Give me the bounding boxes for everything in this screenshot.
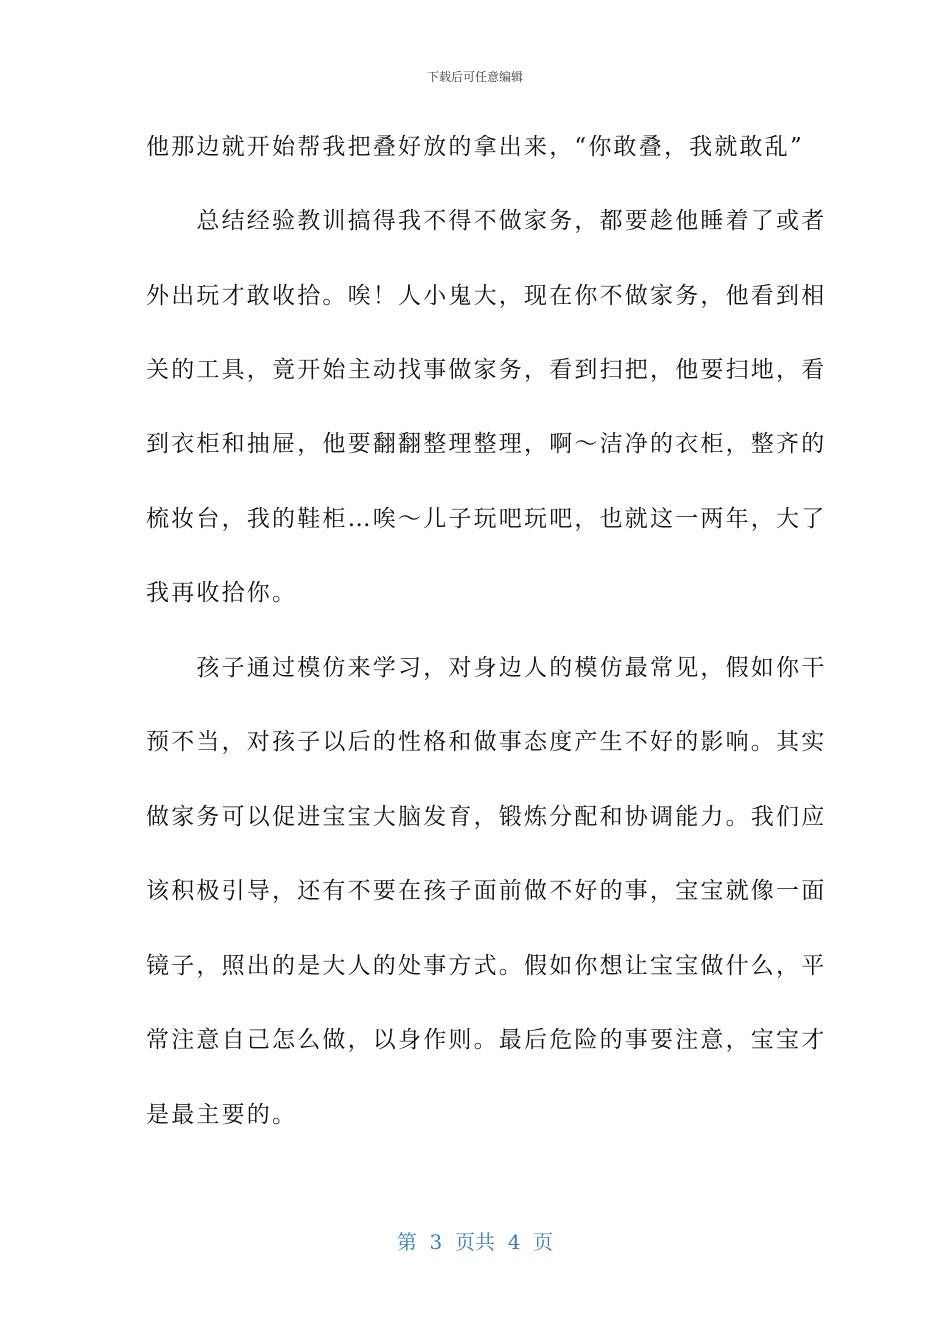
text-line: 该积极引导，还有不要在孩子面前做不好的事，宝宝就像一面 bbox=[146, 878, 827, 904]
text-line: 镜子，照出的是大人的处事方式。假如你想让宝宝做什么，平 bbox=[146, 953, 827, 979]
text-line: 我再收拾你。 bbox=[146, 580, 298, 606]
page-footer: 第 3 页共 4 页 bbox=[396, 1230, 554, 1254]
text-line: 到衣柜和抽屉，他要翻翻整理整理，啊～洁净的衣柜，整齐的 bbox=[146, 431, 827, 457]
text-line: 总结经验教训搞得我不得不做家务，都要趁他睡着了或者 bbox=[146, 208, 827, 234]
text-line: 梳妆台，我的鞋柜…唉～儿子玩吧玩吧，也就这一两年，大了 bbox=[146, 506, 827, 532]
text-line: 预不当，对孩子以后的性格和做事态度产生不好的影响。其实 bbox=[146, 729, 827, 755]
text-line: 常注意自己怎么做，以身作则。最后危险的事要注意，宝宝才 bbox=[146, 1027, 827, 1053]
page-header: 下载后可任意编辑 bbox=[426, 70, 523, 84]
text-line: 外出玩才敢收拾。唉！人小鬼大，现在你不做家务，他看到相 bbox=[146, 283, 827, 309]
text-line: 关的工具，竟开始主动找事做家务，看到扫把，他要扫地，看 bbox=[146, 357, 827, 383]
text-line: 孩子通过模仿来学习，对身边人的模仿最常见，假如你干 bbox=[146, 655, 827, 681]
text-line: 做家务可以促进宝宝大脑发育，锻炼分配和协调能力。我们应 bbox=[146, 804, 827, 830]
text-line: 他那边就开始帮我把叠好放的拿出来，“你敢叠，我就敢乱” bbox=[146, 134, 804, 160]
text-line: 是最主要的。 bbox=[146, 1102, 298, 1128]
